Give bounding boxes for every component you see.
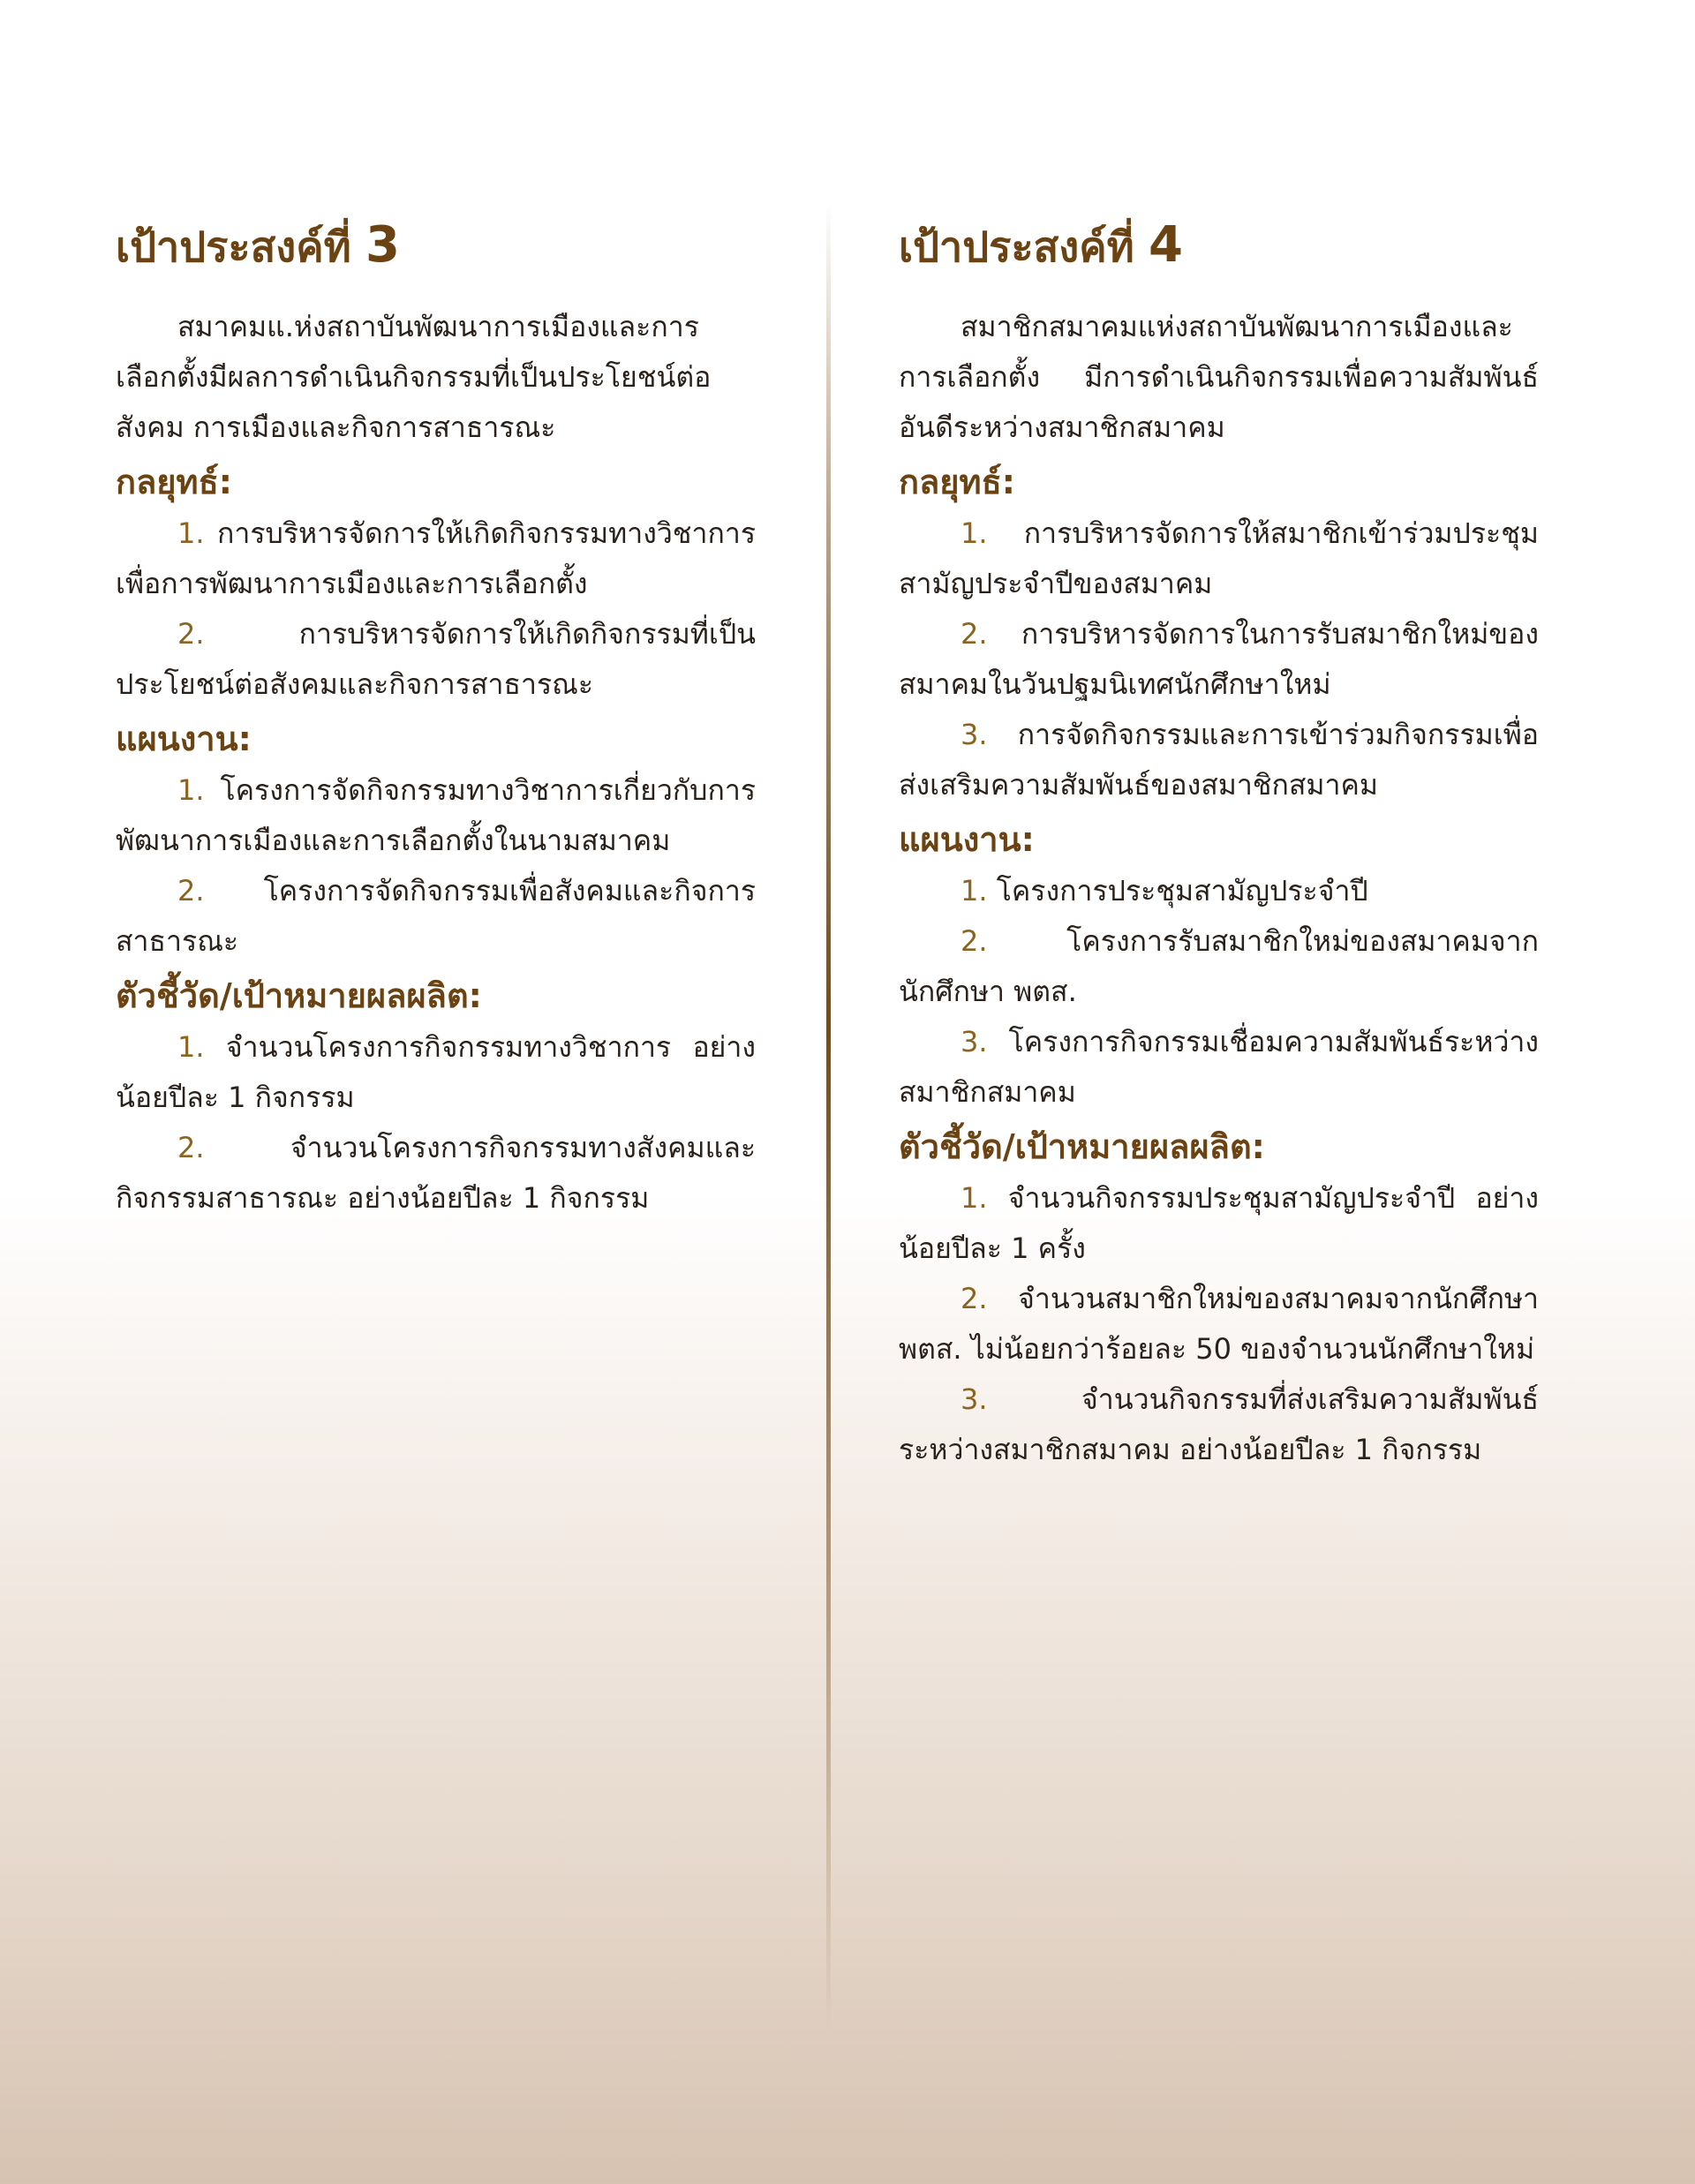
- list-number: 3.: [960, 718, 988, 751]
- goal-3-indicator-item: [116, 1022, 756, 1123]
- goal-4-strategy-item: [899, 609, 1539, 710]
- list-number: 2.: [177, 874, 205, 907]
- list-text: โครงการจัดกิจกรรมทางวิชาการเกี่ยวกับการพัฒนาการเมืองและการเลือกตั้งในนามสมาคม: [116, 773, 756, 857]
- list-number: 1.: [177, 773, 205, 807]
- goal-3-strategy-heading: กลยุทธ์:: [116, 463, 232, 501]
- list-text: จำนวนกิจกรรมประชุมสามัญประจำปี อย่างน้อยปีละ 1 ครั้ง: [899, 1181, 1540, 1265]
- list-number: 1.: [960, 874, 988, 907]
- goal-3-strategy-item: [116, 508, 756, 609]
- list-text: การบริหารจัดการให้เกิดกิจกรรมทางวิชาการเพื่อการพัฒนาการเมืองและการเลือกตั้ง: [116, 516, 756, 600]
- list-number: 2.: [960, 924, 988, 958]
- list-text: การบริหารจัดการให้เกิดกิจกรรมที่เป็นประโยชน์ต่อสังคมและกิจการสาธารณะ: [116, 617, 756, 701]
- list-text: โครงการกิจกรรมเชื่อมความสัมพันธ์ระหว่างสมาชิกสมาคม: [899, 1025, 1539, 1109]
- list-number: 3.: [960, 1382, 988, 1416]
- list-text: การบริหารจัดการในการรับสมาชิกใหม่ของสมาคมในวันปฐมนิเทศนักศึกษาใหม่: [899, 617, 1539, 701]
- list-text: โครงการประชุมสามัญประจำปี: [996, 874, 1368, 907]
- goal-4-strategy-item: [899, 710, 1539, 810]
- goal-4-plan-item: [899, 866, 1539, 916]
- list-number: 2.: [960, 1282, 988, 1315]
- list-number: 3.: [960, 1025, 988, 1058]
- list-text: จำนวนกิจกรรมที่ส่งเสริมความสัมพันธ์ระหว่างสมาชิกสมาคม อย่างน้อยปีละ 1 กิจกรรม: [899, 1382, 1539, 1466]
- goal-4-indicator-heading: ตัวชี้วัด/เป้าหมายผลผลิต:: [899, 1127, 1265, 1166]
- list-number: 1.: [177, 516, 205, 550]
- goal-4-plan-item: [899, 916, 1539, 1017]
- goal-3-plan-item: [116, 866, 756, 967]
- list-text: จำนวนโครงการกิจกรรมทางวิชาการ อย่างน้อยปีละ 1 กิจกรรม: [116, 1030, 756, 1114]
- list-text: จำนวนสมาชิกใหม่ของสมาคมจากนักศึกษา พตส. ไม่น้อยกว่าร้อยละ 50 ของจำนวนนักศึกษาใหม่: [899, 1282, 1539, 1366]
- goal-3-title-number: 3: [365, 216, 401, 274]
- goal-4-title: [899, 216, 1539, 277]
- goal-3-column: [116, 216, 756, 1224]
- goal-4-strategy-item: [899, 508, 1539, 609]
- list-number: 1.: [960, 1181, 988, 1215]
- goal-4-title-number: 4: [1149, 216, 1184, 274]
- list-text: การบริหารจัดการให้สมาชิกเข้าร่วมประชุมสามัญประจำปีของสมาคม: [899, 516, 1539, 600]
- goal-4-intro: สมาชิกสมาคมแห่งสถาบันพัฒนาการเมืองและการเลือกตั้ง มีการดำเนินกิจกรรมเพื่อความสัมพันธ์อันดีระหว่างสมาชิกสมาคม: [899, 310, 1539, 444]
- list-text: โครงการจัดกิจกรรมเพื่อสังคมและกิจการสาธารณะ: [116, 874, 756, 958]
- goal-4-column: [899, 216, 1539, 1475]
- list-number: 2.: [177, 617, 205, 651]
- list-number: 1.: [960, 516, 988, 550]
- goal-3-plan-heading: แผนงาน:: [116, 719, 252, 758]
- goal-3-indicator-heading: ตัวชี้วัด/เป้าหมายผลผลิต:: [116, 976, 482, 1015]
- list-text: การจัดกิจกรรมและการเข้าร่วมกิจกรรมเพื่อส่งเสริมความสัมพันธ์ของสมาชิกสมาคม: [899, 718, 1539, 802]
- goal-4-indicator-item: [899, 1173, 1539, 1274]
- goal-3-plan-item: [116, 765, 756, 866]
- column-divider: [826, 203, 831, 2030]
- goal-4-title-prefix: เป้าประสงค์ที่: [899, 223, 1134, 272]
- goal-4-strategy-heading: กลยุทธ์:: [899, 463, 1015, 501]
- goal-4-indicator-item: [899, 1274, 1539, 1374]
- list-number: 1.: [177, 1030, 205, 1064]
- list-number: 2.: [177, 1131, 205, 1164]
- list-text: จำนวนโครงการกิจกรรมทางสังคมและกิจกรรมสาธารณะ อย่างน้อยปีละ 1 กิจกรรม: [116, 1131, 756, 1215]
- goal-3-title: [116, 216, 756, 277]
- goal-3-indicator-item: [116, 1123, 756, 1224]
- goal-4-plan-heading: แผนงาน:: [899, 820, 1035, 859]
- goal-3-intro: สมาคมแ.ห่งสถาบันพัฒนาการเมืองและการเลือกตั้งมีผลการดำเนินกิจกรรมที่เป็นประโยชน์ต่อสังคม การเมืองและกิจการสาธารณะ: [116, 310, 712, 444]
- goal-4-plan-item: [899, 1017, 1539, 1118]
- list-number: 2.: [960, 617, 988, 651]
- goal-4-indicator-item: [899, 1374, 1539, 1475]
- goal-3-strategy-item: [116, 609, 756, 710]
- goal-3-title-prefix: เป้าประสงค์ที่: [116, 223, 351, 272]
- list-text: โครงการรับสมาชิกใหม่ของสมาคมจากนักศึกษา พตส.: [899, 924, 1539, 1008]
